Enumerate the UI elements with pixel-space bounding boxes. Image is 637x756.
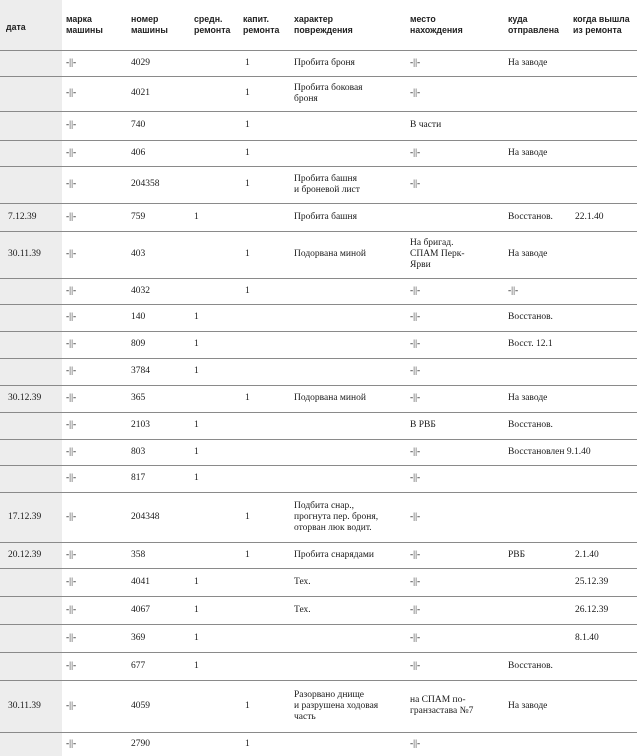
cell-medium-repair: 1	[194, 212, 199, 222]
cell-make: -||-	[66, 249, 77, 259]
cell-medium-repair: 1	[194, 577, 199, 587]
row-separator	[0, 231, 637, 232]
cell-number: 3784	[131, 366, 150, 376]
table-row	[0, 203, 637, 231]
table-row	[0, 492, 637, 542]
cell-location: -||-	[410, 739, 421, 749]
cell-number: 365	[131, 393, 146, 403]
cell-medium-repair: 1	[194, 339, 199, 349]
cell-capital-repair: 1	[245, 701, 250, 711]
cell-medium-repair: 1	[194, 633, 199, 643]
cell-damage: Тех.	[294, 577, 311, 587]
cell-damage: Тех.	[294, 605, 311, 615]
header-sent-to: куда отправлена	[508, 14, 559, 35]
table-header	[0, 0, 637, 50]
cell-location: -||-	[410, 393, 421, 403]
cell-make: -||-	[66, 88, 77, 98]
cell-number: 4029	[131, 58, 150, 68]
cell-location: -||-	[410, 148, 421, 158]
cell-make: -||-	[66, 148, 77, 158]
table-row	[0, 624, 637, 652]
cell-sent-to: Восстанов.	[508, 212, 553, 222]
row-separator	[0, 304, 637, 305]
row-separator	[0, 385, 637, 386]
cell-number: 403	[131, 249, 146, 259]
cell-location: -||-	[410, 633, 421, 643]
cell-make: -||-	[66, 366, 77, 376]
cell-make: -||-	[66, 473, 77, 483]
cell-date: 17.12.39	[8, 512, 42, 522]
cell-make: -||-	[66, 393, 77, 403]
row-separator	[0, 732, 637, 733]
cell-date: 30.12.39	[8, 393, 42, 403]
cell-date: 7.12.39	[8, 212, 37, 222]
cell-damage: Разорвано днище и разрушена ходовая часть	[294, 690, 379, 722]
cell-number: 803	[131, 447, 146, 457]
cell-make: -||-	[66, 661, 77, 671]
cell-location: -||-	[410, 473, 421, 483]
cell-medium-repair: 1	[194, 366, 199, 376]
header-number: номер машины	[131, 14, 168, 35]
row-separator	[0, 278, 637, 279]
cell-sent-to: Восстанов.	[508, 420, 553, 430]
row-separator	[0, 111, 637, 112]
cell-capital-repair: 1	[245, 249, 250, 259]
cell-medium-repair: 1	[194, 312, 199, 322]
cell-location: -||-	[410, 366, 421, 376]
cell-damage: Подбита снар., прогнута пер. броня, оторван люк водит.	[294, 501, 379, 533]
cell-medium-repair: 1	[194, 420, 199, 430]
cell-make: -||-	[66, 312, 77, 322]
cell-number: 2790	[131, 739, 150, 749]
cell-sent-to: На заводе	[508, 148, 548, 158]
cell-capital-repair: 1	[245, 179, 250, 189]
row-separator	[0, 568, 637, 569]
table-row	[0, 542, 637, 568]
table-row	[0, 385, 637, 412]
cell-location: На бригад. СПАМ Перк- Ярви	[410, 238, 465, 270]
cell-make: -||-	[66, 286, 77, 296]
cell-number: 4021	[131, 88, 150, 98]
cell-make: -||-	[66, 212, 77, 222]
row-separator	[0, 140, 637, 141]
cell-returned: 2.1.40	[575, 550, 599, 560]
cell-returned: 25.12.39	[575, 577, 609, 587]
table-row	[0, 111, 637, 140]
cell-sent-to: На заводе	[508, 249, 548, 259]
cell-damage: Пробита башня и броневой лист	[294, 174, 360, 195]
table-row	[0, 358, 637, 385]
cell-location: на СПАМ по- гранзастава №7	[410, 695, 474, 716]
cell-number: 809	[131, 339, 146, 349]
cell-damage: Пробита снарядами	[294, 550, 374, 560]
cell-location: -||-	[410, 550, 421, 560]
cell-location: -||-	[410, 661, 421, 671]
cell-make: -||-	[66, 120, 77, 130]
row-separator	[0, 492, 637, 493]
cell-capital-repair: 1	[245, 393, 250, 403]
cell-capital-repair: 1	[245, 286, 250, 296]
cell-location: -||-	[410, 88, 421, 98]
cell-damage: Пробита башня	[294, 212, 357, 222]
header-location: место нахождения	[410, 14, 463, 35]
cell-capital-repair: 1	[245, 88, 250, 98]
cell-damage: Подорвана миной	[294, 249, 366, 259]
row-separator	[0, 50, 637, 51]
cell-make: -||-	[66, 447, 77, 457]
cell-medium-repair: 1	[194, 447, 199, 457]
cell-sent-to: На заводе	[508, 393, 548, 403]
cell-make: -||-	[66, 339, 77, 349]
table-row	[0, 304, 637, 331]
cell-medium-repair: 1	[194, 473, 199, 483]
table-row	[0, 412, 637, 439]
cell-make: -||-	[66, 701, 77, 711]
cell-sent-to: Восст. 12.1	[508, 339, 553, 349]
cell-capital-repair: 1	[245, 148, 250, 158]
cell-make: -||-	[66, 605, 77, 615]
cell-sent-to: Восстанов.	[508, 312, 553, 322]
row-separator	[0, 412, 637, 413]
cell-number: 677	[131, 661, 146, 671]
table-row	[0, 680, 637, 732]
cell-number: 817	[131, 473, 146, 483]
row-separator	[0, 624, 637, 625]
table-row	[0, 50, 637, 76]
cell-location: -||-	[410, 312, 421, 322]
row-separator	[0, 542, 637, 543]
cell-sent-to: На заводе	[508, 58, 548, 68]
cell-date: 30.11.39	[8, 249, 41, 259]
cell-capital-repair: 1	[245, 512, 250, 522]
cell-date: 20.12.39	[8, 550, 42, 560]
cell-location: -||-	[410, 58, 421, 68]
table-row	[0, 76, 637, 111]
cell-location: -||-	[410, 179, 421, 189]
cell-sent-to: -||-	[508, 286, 519, 296]
cell-make: -||-	[66, 512, 77, 522]
table-row	[0, 596, 637, 624]
table-row	[0, 652, 637, 680]
table-row	[0, 140, 637, 166]
cell-sent-to: РВБ	[508, 550, 526, 560]
row-separator	[0, 439, 637, 440]
cell-make: -||-	[66, 739, 77, 749]
table-row	[0, 732, 637, 756]
row-separator	[0, 652, 637, 653]
row-separator	[0, 680, 637, 681]
cell-location: В части	[410, 120, 442, 130]
cell-number: 4041	[131, 577, 150, 587]
table-row	[0, 166, 637, 203]
cell-number: 759	[131, 212, 146, 222]
cell-make: -||-	[66, 633, 77, 643]
cell-sent-to: Восстанов.	[508, 661, 553, 671]
cell-number: 369	[131, 633, 146, 643]
cell-capital-repair: 1	[245, 550, 250, 560]
header-damage: характер повреждения	[294, 14, 353, 35]
row-separator	[0, 76, 637, 77]
cell-location: -||-	[410, 339, 421, 349]
cell-returned: 8.1.40	[575, 633, 599, 643]
cell-make: -||-	[66, 420, 77, 430]
header-returned: когда вышла из ремонта	[573, 14, 630, 35]
cell-capital-repair: 1	[245, 120, 250, 130]
cell-capital-repair: 1	[245, 58, 250, 68]
cell-sent-to: На заводе	[508, 701, 548, 711]
cell-number: 204348	[131, 512, 160, 522]
row-separator	[0, 596, 637, 597]
cell-make: -||-	[66, 550, 77, 560]
header-capital-repair: капит. ремонта	[243, 14, 280, 35]
cell-medium-repair: 1	[194, 605, 199, 615]
cell-location: -||-	[410, 286, 421, 296]
cell-location: -||-	[410, 577, 421, 587]
cell-make: -||-	[66, 577, 77, 587]
cell-sent-to: Восстановлен 9.1.40	[508, 447, 591, 457]
cell-number: 4059	[131, 701, 150, 711]
cell-capital-repair: 1	[245, 739, 250, 749]
header-date: дата	[6, 22, 26, 32]
header-medium-repair: средн. ремонта	[194, 14, 231, 35]
cell-number: 358	[131, 550, 146, 560]
header-make: марка машины	[66, 14, 103, 35]
cell-number: 204358	[131, 179, 160, 189]
cell-damage: Пробита броня	[294, 58, 355, 68]
cell-location: -||-	[410, 512, 421, 522]
table-row	[0, 331, 637, 358]
row-separator	[0, 166, 637, 167]
cell-location: -||-	[410, 447, 421, 457]
cell-make: -||-	[66, 179, 77, 189]
row-separator	[0, 203, 637, 204]
cell-number: 140	[131, 312, 146, 322]
row-separator	[0, 358, 637, 359]
cell-date: 30.11.39	[8, 701, 41, 711]
cell-returned: 26.12.39	[575, 605, 609, 615]
cell-damage: Пробита боковая броня	[294, 83, 363, 104]
table-row	[0, 231, 637, 278]
table-row	[0, 568, 637, 596]
cell-medium-repair: 1	[194, 661, 199, 671]
cell-number: 2103	[131, 420, 150, 430]
cell-make: -||-	[66, 58, 77, 68]
table-row	[0, 278, 637, 304]
table-row	[0, 439, 637, 465]
cell-location: В РВБ	[410, 420, 436, 430]
row-separator	[0, 331, 637, 332]
cell-number: 740	[131, 120, 146, 130]
cell-location: -||-	[410, 605, 421, 615]
cell-number: 4032	[131, 286, 150, 296]
cell-number: 4067	[131, 605, 150, 615]
cell-number: 406	[131, 148, 146, 158]
cell-returned: 22.1.40	[575, 212, 604, 222]
cell-damage: Подорвана миной	[294, 393, 366, 403]
table-row	[0, 465, 637, 492]
row-separator	[0, 465, 637, 466]
